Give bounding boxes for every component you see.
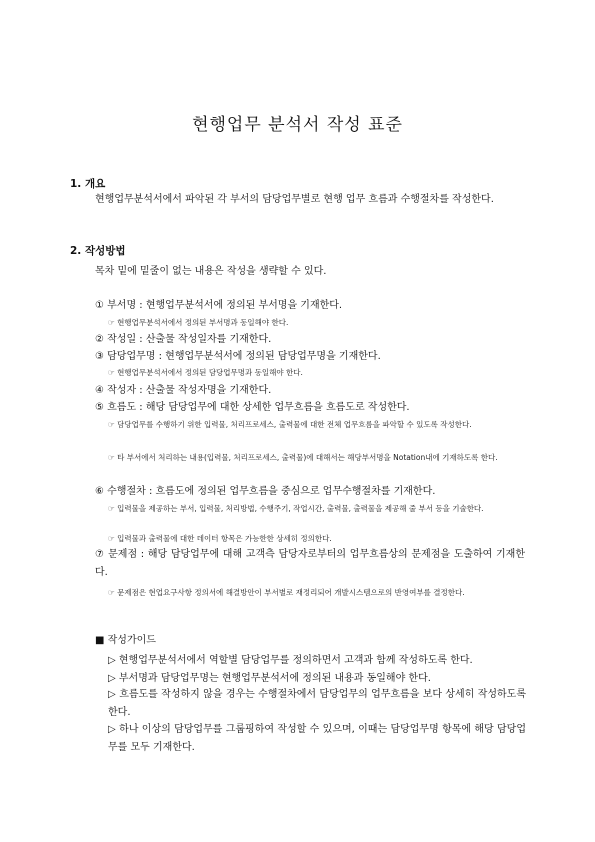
guide-heading: ■ 작성가이드	[95, 635, 156, 646]
item-dept-name-note: ☞ 현행업무분석서에서 정의된 부서명과 동일해야 한다.	[108, 318, 289, 327]
item-task-name-note: ☞ 현행업무분석서에서 정의된 담당업무명과 동일해야 한다.	[108, 368, 303, 377]
item-task-name: ③ 담당업무명 : 현행업무분석서에 정의된 담당업무명을 기재한다.	[95, 351, 381, 362]
item-dept-name: ① 부서명 : 현행업무분석서에 정의된 부서명을 기재한다.	[95, 300, 343, 311]
guide-bullet-4: ▷ 하나 이상의 담당업무를 그룹핑하여 작성할 수 있으며, 이때는 담당업무명 항목에 해당 담당업무를 모두 기재한다.	[108, 724, 526, 753]
guide-bullet-2: ▷ 부서명과 담당업무명는 현행업무분석서에 정의된 내용과 동일해야 한다.	[108, 673, 431, 684]
item-date: ② 작성일 : 산출물 작성일자를 기재한다.	[95, 334, 272, 345]
item-flowchart: ⑤ 흐름도 : 해당 담당업무에 대한 상세한 업무흐름을 흐름도로 작성한다.	[95, 402, 410, 413]
item-flowchart-note-2: ☞ 타 부서에서 처리하는 내용(입력물, 처리프로세스, 출력물)에 대해서는 해당부서명을 Notation내에 기재하도록 한다.	[108, 453, 498, 462]
item-issues: ⑦ 문제점 : 해당 담당업무에 대해 고객측 담당자로부터의 업무흐름상의 문제점을 도출하여 기재한다.	[95, 549, 525, 578]
document-title: 현행업무 분석서 작성 표준	[192, 115, 403, 135]
section-1-body: 현행업무분석서에서 파악된 각 부서의 담당업무별로 현행 업무 흐름과 수행절차를 작성한다.	[95, 194, 494, 205]
guide-bullet-3: ▷ 흐름도를 작성하지 않을 경우는 수행절차에서 담당업무의 업무흐름을 보다 상세히 작성하도록 한다.	[108, 689, 526, 718]
item-procedure: ⑥ 수행절차 : 흐름도에 정의된 업무흐름을 중심으로 업무수행절차를 기재한다.	[95, 486, 436, 497]
item-procedure-note-1: ☞ 입력물을 제공하는 부서, 입력물, 처리방법, 수행주기, 작업시간, 출력물, 출력물을 제공해 줄 부서 등을 기술한다.	[108, 504, 484, 513]
section-2-intro: 목차 밑에 밑줄이 없는 내용은 작성을 생략할 수 있다.	[95, 266, 327, 277]
section-2-heading: 2. 작성방법	[70, 245, 126, 257]
item-procedure-note-2: ☞ 입력물과 출력물에 대한 데이터 항목은 가능한한 상세히 정의한다.	[108, 534, 332, 543]
item-author: ④ 작성자 : 산출물 작성자명을 기재한다.	[95, 385, 272, 396]
section-1-heading: 1. 개요	[70, 178, 106, 190]
guide-bullet-1: ▷ 현행업무분석서에서 역할별 담당업무를 정의하면서 고객과 함께 작성하도록 한다.	[108, 655, 473, 666]
item-issues-note: ☞ 문제점은 현업요구사항 정의서에 해결방안이 부서별로 재정리되어 개발시스템으로의 반영여부를 결정한다.	[108, 588, 465, 597]
item-flowchart-note-1: ☞ 담당업무를 수행하기 위한 입력물, 처리프로세스, 출력물에 대한 전체 업무흐름을 파악할 수 있도록 작성한다.	[108, 420, 472, 429]
